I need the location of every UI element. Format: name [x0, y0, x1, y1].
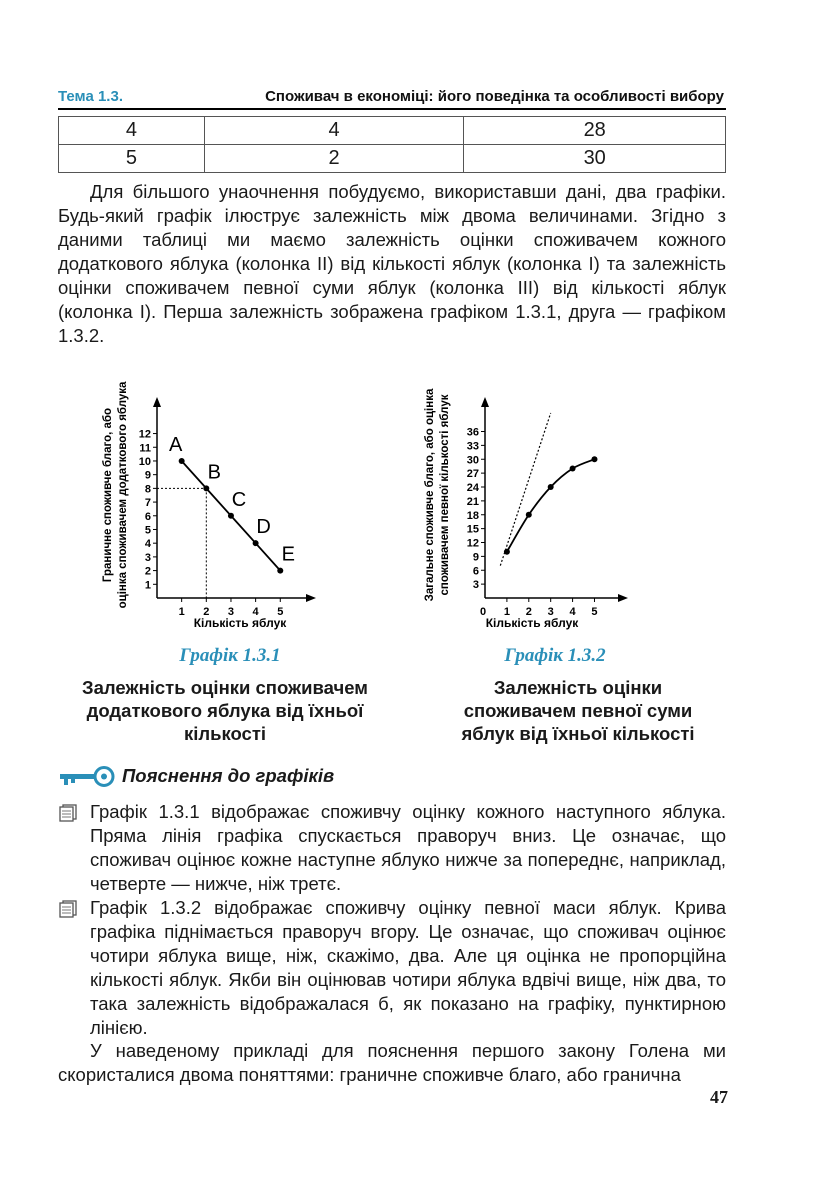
data-point — [228, 513, 234, 519]
table-cell: 30 — [464, 145, 726, 173]
y-tick-label: 6 — [472, 565, 479, 578]
y-tick-label: 12 — [138, 428, 151, 441]
data-point — [504, 549, 510, 555]
bullet-text: Графік 1.3.2 відображає споживчу оцінку певної маси яблук. Крива графіка піднімається праворуч вгору. Це означає, що споживач оцінює чотири яблука вище, ніж, скажімо, два. Але ця оцінка не пропорційна кількості яблук. Якби він оцінював чотири яблука вдвічі вище, ніж два, то така залежність відображалася б, як показано на графіку, пунктирною лінією. — [90, 897, 726, 1038]
data-table — [58, 116, 726, 173]
y-tick-label: 21 — [466, 495, 479, 508]
chart-1-3-1 — [95, 345, 345, 635]
y-tick-label: 12 — [466, 537, 479, 550]
y-tick-label: 4 — [144, 538, 151, 551]
y-tick-label: 2 — [144, 565, 151, 578]
x-axis-arrow — [306, 594, 316, 602]
y-tick-label: 30 — [466, 454, 479, 467]
y-tick-label: 8 — [144, 483, 151, 496]
chapter-title: Споживач в економіці: його поведінка та особливості вибору — [265, 88, 724, 105]
data-point — [548, 484, 554, 490]
chart-title-2: Залежність оцінки споживачем певної суми яблук від їхньої кількості — [461, 677, 695, 744]
chart-title-1: Залежність оцінки споживачем додаткового яблука від їхньої кількості — [82, 677, 368, 744]
list-item — [58, 896, 726, 1040]
x-tick-label: 2 — [203, 606, 210, 618]
point-label: E — [281, 543, 295, 566]
section-heading — [58, 763, 558, 791]
y-tick-label: 3 — [472, 579, 479, 592]
x-tick-label: 3 — [547, 606, 554, 618]
y-tick-label: 1 — [144, 579, 151, 592]
x-tick-label: 3 — [227, 606, 235, 618]
y-tick-label: 5 — [144, 524, 151, 537]
y-axis-label: Граничне споживче благо, або — [102, 407, 114, 583]
section-title: Пояснення до графіків — [122, 765, 335, 786]
x-tick-label: 1 — [178, 606, 185, 618]
y-tick-label: 18 — [466, 509, 479, 522]
data-point — [591, 456, 597, 462]
x-tick-label: 5 — [277, 606, 284, 618]
y-tick-label: 3 — [144, 551, 151, 564]
table-row — [59, 117, 726, 145]
x-tick-label: 0 — [479, 606, 487, 618]
data-point — [570, 466, 576, 472]
chart-caption-1: Графік 1.3.1 — [179, 645, 281, 666]
page-header — [58, 86, 726, 110]
point-label: D — [256, 516, 271, 539]
intro-paragraph: Для більшого унаочнення побудуємо, використавши дані, два графіки. Будь-який графік ілюструє залежність між двома величинами. Згідно з даними таблиці ми маємо залежність оцінки споживачем кожного додаткового яблука (колонка ІІ) від кількості яблук (колонка І) та залежність оцінки споживачем певної суми яблук (колонка ІІІ) від кількості яблук (колонка І). Перша залежність зображена графіком 1.3.1, друга — графіком 1.3.2. — [58, 181, 726, 346]
y-tick-label: 9 — [472, 551, 479, 564]
y-axis-label: Загальне споживче благо, або оцінка — [424, 388, 436, 602]
x-tick-label: 1 — [503, 606, 510, 618]
bullet-text: Графік 1.3.1 відображає споживчу оцінку кожного наступного яблука. Пряма лінія графіка спускається праворуч вниз. Це означає, що споживач оцінює кожне наступне яблуко нижче за попереднє, наприклад, четверте — нижче, ніж третє. — [90, 801, 726, 894]
y-tick-label: 24 — [466, 482, 479, 494]
book-icon — [58, 900, 78, 918]
y-tick-label: 11 — [139, 442, 151, 455]
y-tick-label: 33 — [466, 440, 479, 453]
x-tick-label: 2 — [525, 606, 532, 618]
y-tick-label: 10 — [138, 455, 151, 468]
y-tick-label: 9 — [144, 469, 151, 482]
list-item — [58, 800, 726, 896]
y-axis-arrow — [153, 397, 161, 407]
book-icon — [58, 804, 78, 822]
point-label: B — [207, 461, 221, 484]
proportional-dashed-line — [500, 413, 550, 566]
x-tick-label: 5 — [591, 606, 598, 618]
closing-paragraph: У наведеному прикладі для пояснення першого закону Голена ми скористалися двома поняттями: граничне споживче благо, або гранична — [58, 1040, 726, 1085]
x-axis-label: Кількість яблук — [193, 616, 287, 630]
point-label: C — [231, 488, 247, 511]
chart-caption-2: Графік 1.3.2 — [504, 645, 606, 666]
x-tick-label: 4 — [252, 606, 259, 618]
y-axis-label: споживачем певної кількості яблук — [439, 394, 451, 596]
topic-label: Тема 1.3. — [58, 88, 123, 105]
y-tick-label: 27 — [466, 468, 479, 481]
chart-1-3-2 — [420, 345, 640, 635]
table-cell: 5 — [59, 145, 205, 173]
y-tick-label: 36 — [466, 426, 479, 439]
table-cell: 4 — [59, 117, 205, 145]
table-cell: 4 — [204, 117, 464, 145]
data-point — [526, 512, 532, 518]
y-axis-arrow — [481, 397, 489, 407]
x-axis-label: Кількість яблук — [485, 616, 579, 630]
table-row — [59, 145, 726, 173]
x-tick-label: 4 — [569, 606, 576, 618]
key-icon — [58, 765, 116, 789]
y-tick-label: 7 — [144, 497, 151, 510]
data-point — [253, 540, 259, 546]
y-tick-label: 6 — [144, 510, 151, 523]
page-number: 47 — [710, 1087, 728, 1107]
data-point — [277, 568, 283, 574]
series-line — [507, 459, 595, 552]
point-label: A — [168, 433, 183, 456]
data-point — [203, 485, 209, 491]
y-tick-label: 15 — [466, 523, 479, 536]
table-cell: 28 — [464, 117, 726, 145]
y-axis-label: оцінка споживачем додаткового яблука — [117, 381, 129, 609]
x-axis-arrow — [618, 594, 628, 602]
data-point — [179, 458, 185, 464]
table-cell: 2 — [204, 145, 464, 173]
